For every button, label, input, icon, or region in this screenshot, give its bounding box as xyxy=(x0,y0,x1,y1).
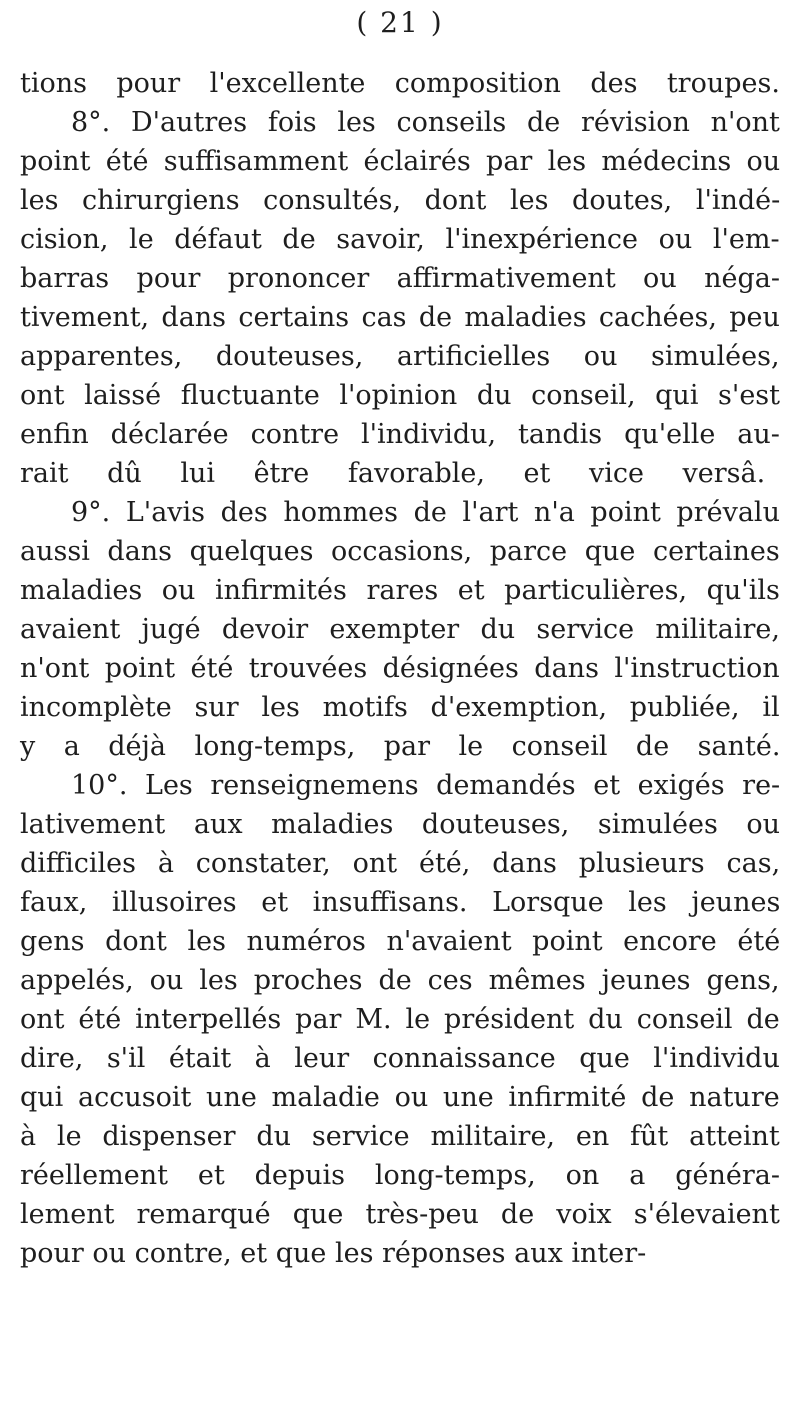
text-line: appelés, ou les proches de ces mêmes jeunes gens, xyxy=(20,965,780,996)
text-line: tions pour l'excellente composition des troupes. xyxy=(20,68,780,99)
text-line: gens dont les numéros n'avaient point encore été xyxy=(20,926,781,957)
page-number: ( 21 ) xyxy=(356,6,444,39)
text-line: tivement, dans certains cas de maladies cachées, peu xyxy=(20,302,780,333)
text-line: 9°. L'avis des hommes de l'art n'a point prévalu xyxy=(71,497,780,528)
text-line: apparentes, douteuses, artificielles ou simulées, xyxy=(20,341,780,372)
text-line: pour ou contre, et que les réponses aux inter- xyxy=(20,1238,647,1269)
text-line: enfin déclarée contre l'individu, tandis qu'elle au- xyxy=(20,419,780,450)
text-line: difficiles à constater, ont été, dans plusieurs cas, xyxy=(20,848,781,879)
text-line: dire, s'il était à leur connaissance que l'individu xyxy=(20,1043,780,1074)
text-line: réellement et depuis long-temps, on a généra- xyxy=(20,1160,781,1191)
text-line: à le dispenser du service militaire, en fût atteint xyxy=(20,1121,780,1152)
text-line: rait dû lui être favorable, et vice versâ. xyxy=(20,458,766,489)
text-line: 8°. D'autres fois les conseils de révision n'ont xyxy=(71,107,780,138)
text-line: aussi dans quelques occasions, parce que certaines xyxy=(20,536,780,567)
text-line: qui accusoit une maladie ou une infirmité de nature xyxy=(20,1082,780,1113)
text-line: ont laissé fluctuante l'opinion du conseil, qui s'est xyxy=(20,380,781,411)
text-line: maladies ou infirmités rares et particulières, qu'ils xyxy=(20,575,780,606)
text-line: 10°. Les renseignemens demandés et exigés re- xyxy=(71,770,781,801)
text-line: cision, le défaut de savoir, l'inexpérience ou l'em- xyxy=(20,224,780,255)
text-line: les chirurgiens consultés, dont les doutes, l'indé- xyxy=(20,185,781,216)
text-line: point été suffisamment éclairés par les médecins ou xyxy=(20,146,781,177)
text-line: y a déjà long-temps, par le conseil de santé. xyxy=(20,731,781,762)
text-line: incomplète sur les motifs d'exemption, publiée, il xyxy=(20,692,780,723)
text-line: lement remarqué que très-peu de voix s'élevaient xyxy=(20,1199,780,1230)
text-line: faux, illusoires et insuffisans. Lorsque les jeunes xyxy=(20,887,781,918)
text-line: ont été interpellés par M. le président du conseil de xyxy=(20,1004,780,1035)
text-line: avaient jugé devoir exempter du service militaire, xyxy=(20,614,780,645)
text-line: lativement aux maladies douteuses, simulées ou xyxy=(20,809,781,840)
text-line: n'ont point été trouvées désignées dans l'instruction xyxy=(20,653,780,684)
text-line: barras pour prononcer affirmativement ou néga- xyxy=(20,263,780,294)
